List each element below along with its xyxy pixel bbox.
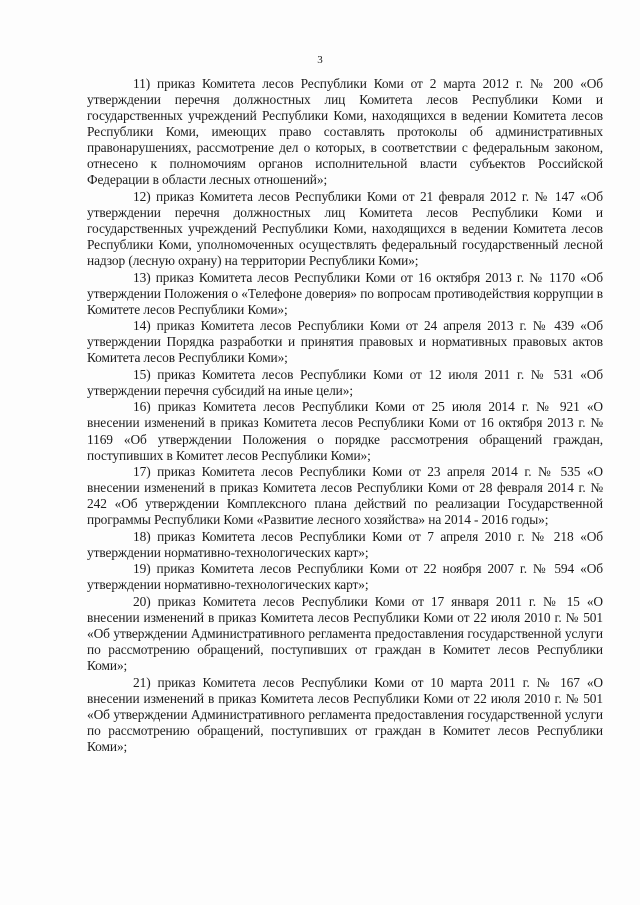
list-item-18: 18) приказ Комитета лесов Республики Коми от 7 апреля 2010 г. № 218 «Об утверждении нормативно-технологических карт»; (87, 528, 603, 560)
list-item-17: 17) приказ Комитета лесов Республики Коми от 23 апреля 2014 г. № 535 «О внесении изменений в приказ Комитета лесов Республики Коми от 28 февраля 2014 г. № 242 «Об утверждении Комплексного плана действий по реализации Государственной программы Республики Коми «Развитие лесного хозяйства» на 2014 - 2016 годы»; (87, 464, 603, 528)
list-item-20: 20) приказ Комитета лесов Республики Коми от 17 января 2011 г. № 15 «О внесении изменений в приказ Комитета лесов Республики Коми от 22 июля 2010 г. № 501 «Об утверждении Административного регламента предоставления государственной услуги по рассмотрению обращений, поступивших от граждан в Комитет лесов Республики Коми»; (87, 594, 603, 674)
document-body (87, 76, 603, 755)
list-item-16: 16) приказ Комитета лесов Республики Коми от 25 июля 2014 г. № 921 «О внесении изменений в приказ Комитета лесов Республики Коми от 16 октября 2013 г. № 1169 «Об утверждении Положения о порядке рассмотрения обращений граждан, поступивших в Комитет лесов Республики Коми»; (87, 399, 603, 463)
list-item-21: 21) приказ Комитета лесов Республики Коми от 10 марта 2011 г. № 167 «О внесении изменений в приказ Комитета лесов Республики Коми от 22 июля 2010 г. № 501 «Об утверждении Административного регламента предоставления государственной услуги по рассмотрению обращений, поступивших от граждан в Комитет лесов Республики Коми»; (87, 674, 603, 754)
list-item-19: 19) приказ Комитета лесов Республики Коми от 22 ноября 2007 г. № 594 «Об утверждении нормативно-технологических карт»; (87, 561, 603, 593)
list-item-15: 15) приказ Комитета лесов Республики Коми от 12 июля 2011 г. № 531 «Об утверждении перечня субсидий на иные цели»; (87, 366, 603, 398)
list-item-11: 11) приказ Комитета лесов Республики Коми от 2 марта 2012 г. № 200 «Об утверждении перечня должностных лиц Комитета лесов Республики Коми и государственных учреждений Республики Коми, находящихся в ведении Комитета лесов Республики Коми, имеющих право составлять протоколы об административных правонарушениях, рассмотрение дел о которых, в соответствии с федеральным законом, отнесено к полномочиям органов исполнительной власти субъектов Российской Федерации в области лесных отношений»; (87, 76, 603, 188)
list-item-13: 13) приказ Комитета лесов Республики Коми от 16 октября 2013 г. № 1170 «Об утверждении Положения о «Телефоне доверия» по вопросам противодействия коррупции в Комитете лесов Республики Коми»; (87, 269, 603, 317)
page-number: 3 (317, 54, 323, 66)
list-item-14: 14) приказ Комитета лесов Республики Коми от 24 апреля 2013 г. № 439 «Об утверждении Порядка разработки и принятия правовых и нормативных правовых актов Комитета лесов Республики Коми»; (87, 318, 603, 366)
list-item-12: 12) приказ Комитета лесов Республики Коми от 21 февраля 2012 г. № 147 «Об утверждении перечня должностных лиц Комитета лесов Республики Коми и государственных учреждений Республики Коми, находящихся в ведении Комитета лесов Республики Коми, уполномоченных осуществлять федеральный государственный лесной надзор (лесную охрану) на территории Республики Коми»; (87, 188, 603, 269)
